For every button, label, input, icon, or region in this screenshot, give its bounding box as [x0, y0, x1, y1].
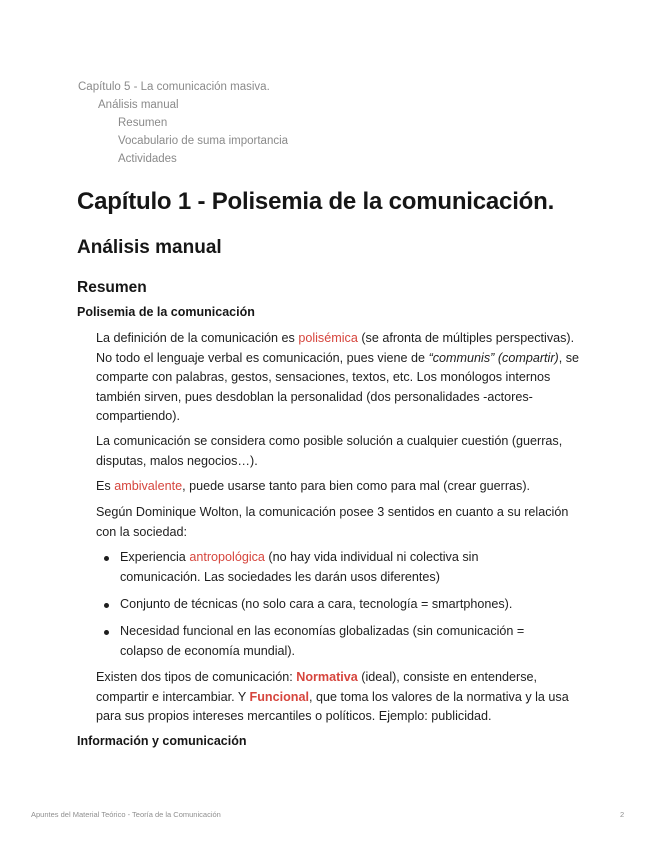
page-number: 2 [620, 810, 625, 819]
table-of-contents [78, 78, 288, 168]
toc-link-vocabulario[interactable]: Vocabulario de suma importancia [118, 135, 289, 147]
highlight-funcional: Funcional [249, 689, 310, 704]
toc-link-actividades[interactable]: Actividades [118, 153, 177, 165]
page-title: Capítulo 1 - Polisemia de la comunicación. [77, 188, 555, 215]
list-item: Necesidad funcional en las economías globalizadas (sin comunicación = colapso de economía mundial). [102, 622, 562, 661]
highlight-ambivalente: ambivalente [114, 479, 183, 493]
italic-communis: “communis” (compartir) [428, 350, 559, 365]
paragraph-tipos: Existen dos tipos de comunicación: Normativa (ideal), consiste en entenderse, compartir e intercambiar. Y Funcional, que toma los valores de la normativa y la usa para sus propios intereses mercantiles o políticos. Ejemplo: publicidad. [96, 670, 569, 723]
bullet-list-sentidos-3 [102, 622, 562, 661]
subheading-polisemia: Polisemia de la comunicación [77, 305, 255, 319]
toc-link-analisis-manual[interactable]: Análisis manual [98, 99, 179, 111]
bullet-list-sentidos [102, 548, 562, 587]
footer-text: Apuntes del Material Teórico - Teoría de la Comunicación [31, 810, 221, 819]
section-heading-resumen: Resumen [77, 279, 147, 296]
highlight-polisemica: polisémica [298, 331, 358, 345]
toc-link-resumen[interactable]: Resumen [118, 117, 168, 129]
subheading-informacion: Información y comunicación [77, 734, 247, 748]
paragraph-definicion: La definición de la comunicación es polisémica (se afronta de múltiples perspectivas). No todo el lenguaje verbal es comunicación, pues viene de “communis” (compartir), se comparte con palabras, gestos, sensaciones, textos, etc. Los monólogos internos también sirven, pues desdoblan la personalidad (dos personalidades -actores- compartiendo). [96, 331, 580, 423]
paragraph-ambivalente: Es ambivalente, puede usarse tanto para bien como para mal (crear guerras). [96, 479, 531, 493]
bullet-icon [104, 630, 109, 635]
bullet-list-sentidos-2 [102, 595, 562, 615]
paragraph-wolton: Según Dominique Wolton, la comunicación posee 3 sentidos en cuanto a su relación con la sociedad: [96, 505, 569, 539]
bullet-icon [104, 603, 109, 608]
highlight-antropologica: antropológica [189, 550, 265, 564]
toc-link-chapter-5[interactable]: Capítulo 5 - La comunicación masiva. [78, 81, 270, 93]
list-item: Conjunto de técnicas (no solo cara a cara, tecnología = smartphones). [102, 595, 562, 615]
section-heading-analisis: Análisis manual [77, 237, 222, 258]
bullet-icon [104, 556, 109, 561]
paragraph-solucion: La comunicación se considera como posible solución a cualquier cuestión (guerras, disputas, malos negocios…). [96, 434, 563, 468]
highlight-normativa: Normativa [296, 670, 358, 684]
list-item: Experiencia antropológica (no hay vida individual ni colectiva sin comunicación. Las sociedades les darán usos diferentes) [102, 548, 562, 587]
